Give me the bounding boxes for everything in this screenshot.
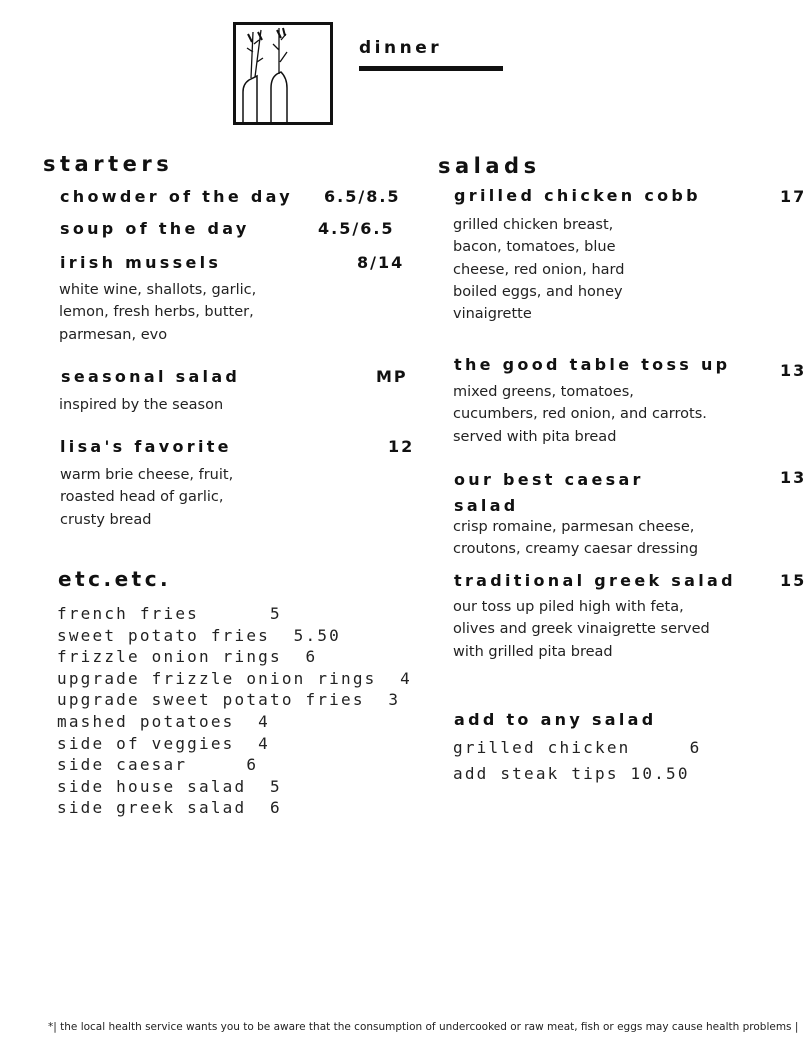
side-price: 6 (305, 647, 318, 667)
starter-description: white wine, shallots, garlic, lemon, fresh herbs, butter, parmesan, evo (59, 282, 257, 343)
page-title: dinner (359, 38, 443, 58)
side-price: 5 (270, 776, 282, 796)
logo (233, 22, 333, 125)
side-item (57, 797, 412, 819)
salad-description: crisp romaine, parmesan cheese, croutons, creamy caesar dressing (453, 519, 699, 558)
starter-name: chowder of the day (60, 187, 293, 206)
add-on-item (453, 735, 702, 761)
side-name: side house salad (57, 776, 247, 796)
salad-description: grilled chicken breast, bacon, tomatoes, blue cheese, red onion, hard boiled eggs, and honey vinaigrette (453, 217, 625, 323)
side-item (57, 625, 412, 647)
starter-price: 12 (388, 437, 415, 456)
side-price: 6 (246, 755, 259, 775)
add-on-price: 6 (689, 738, 702, 757)
side-item (57, 646, 412, 668)
side-item (57, 733, 412, 755)
side-item (57, 689, 412, 711)
side-name: side of veggies (57, 733, 235, 753)
starter-name: lisa's favorite (60, 437, 232, 456)
starter-name: soup of the day (60, 219, 250, 238)
starter-description: inspired by the season (59, 397, 224, 413)
health-disclaimer: *| the local health service wants you to be aware that the consumption of undercooked or raw meat, fish or eggs may cause health problems | (48, 1021, 799, 1033)
add-on-price: 10.50 (630, 764, 690, 783)
side-price: 4 (400, 668, 413, 688)
side-item (57, 603, 412, 625)
starter-description: warm brie cheese, fruit, roasted head of garlic, crusty bread (60, 467, 234, 528)
title-underline (359, 66, 503, 71)
salad-name: traditional greek salad (454, 571, 736, 590)
side-price: 6 (270, 798, 282, 818)
add-on-name: add steak tips (453, 764, 619, 783)
salad-price: 13 (780, 468, 807, 487)
starter-name: seasonal salad (61, 367, 241, 386)
starter-price: 8/14 (357, 253, 405, 272)
side-item (57, 754, 412, 776)
side-item (57, 668, 412, 690)
salad-name: the good table toss up (454, 355, 731, 374)
salad-price: 17 (780, 187, 807, 206)
side-name: sweet potato fries (57, 625, 270, 645)
salad-description: our toss up piled high with feta, olives and greek vinaigrette served with grilled pita bread (453, 599, 710, 660)
salad-price: 15 (780, 571, 807, 590)
side-name: upgrade sweet potato fries (57, 690, 365, 710)
side-name: frizzle onion rings (57, 647, 282, 667)
salad-description: mixed greens, tomatoes, cucumbers, red onion, and carrots. served with pita bread (453, 384, 707, 445)
starters-heading: starters (43, 152, 174, 176)
salad-price: 13 (780, 361, 807, 380)
side-price: 4 (258, 733, 271, 753)
starter-price: 4.5/6.5 (318, 219, 395, 238)
salad-name: our best caesar salad (454, 470, 644, 515)
side-name: mashed potatoes (57, 711, 235, 731)
side-price: 3 (388, 690, 401, 710)
side-item (57, 776, 412, 798)
starter-price: 6.5/8.5 (324, 187, 401, 206)
add-on-name: grilled chicken (453, 738, 631, 757)
starter-price: MP (376, 367, 408, 386)
salad-name: grilled chicken cobb (454, 186, 701, 205)
side-price: 5.50 (293, 625, 342, 645)
starter-name: irish mussels (60, 253, 222, 272)
side-name: side caesar (57, 755, 188, 775)
side-item (57, 711, 412, 733)
add-to-salad-heading: add to any salad (454, 710, 657, 729)
add-ons-list (453, 735, 702, 787)
side-name: french fries (57, 604, 199, 623)
side-price: 5 (270, 604, 282, 623)
side-name: side greek salad (57, 798, 247, 818)
salads-heading: salads (438, 154, 541, 178)
add-on-item (453, 761, 702, 787)
sides-list (57, 603, 412, 819)
etc-heading: etc.etc. (58, 567, 172, 591)
side-price: 4 (258, 711, 271, 731)
side-name: upgrade frizzle onion rings (57, 668, 377, 688)
